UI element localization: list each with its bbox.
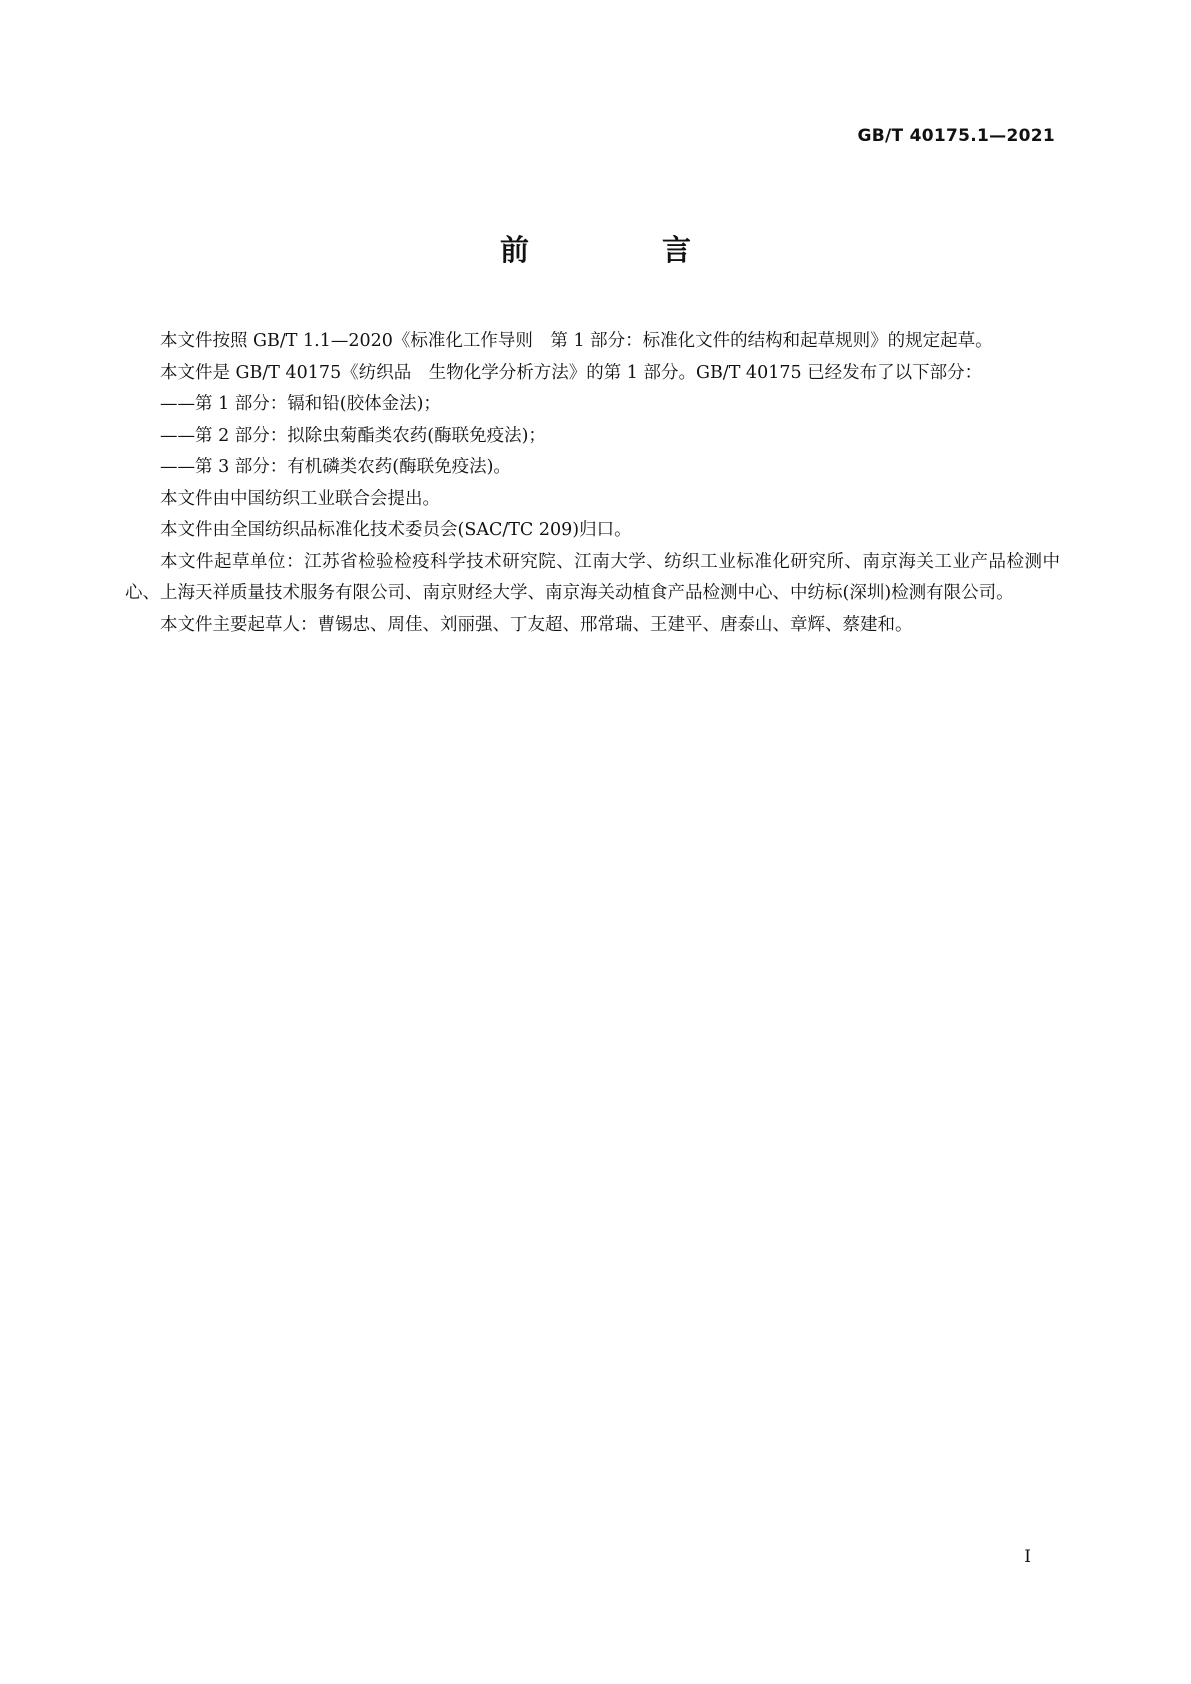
page-title: 前 言 [499,233,743,267]
list-item-part-1: ——第 1 部分：镉和铅(胶体金法)； [160,394,441,414]
list-item-part-2: ——第 2 部分：拟除虫菊酯类农药(酶联免疫法)； [160,425,546,446]
standard-number: GB/T 40175.1—2021 [857,126,1055,146]
paragraph-drafting-rules: 本文件按照 GB/T 1.1—2020《标准化工作导则 第 1 部分：标准化文件的结构和起草规则》的规定起草。 [160,331,993,351]
page-number: I [1024,1547,1031,1567]
paragraph-series-parts: 本文件是 GB/T 40175《纺织品 生物化学分析方法》的第 1 部分。GB/T 40175 已经发布了以下部分： [160,362,983,383]
paragraph-under-jurisdiction: 本文件由全国纺织品标准化技术委员会(SAC/TC 209)归口。 [160,520,632,540]
paragraph-proposed-by: 本文件由中国纺织工业联合会提出。 [160,488,440,509]
paragraph-main-drafters: 本文件主要起草人：曹锡忠、周佳、刘丽强、丁友超、邢常瑞、王建平、唐泰山、章辉、蔡建和。 [160,614,913,635]
paragraph-drafting-units: 本文件起草单位：江苏省检验检疫科学技术研究院、江南大学、纺织工业标准化研究所、南京海关工业产品检测中心、上海天祥质量技术服务有限公司、南京财经大学、南京海关动植食产品检测中心、中纺标(深圳)检测有限公司。 [125,551,1060,603]
list-item-part-3: ——第 3 部分：有机磷类农药(酶联免疫法)。 [160,457,511,477]
foreword-body [125,326,1060,641]
